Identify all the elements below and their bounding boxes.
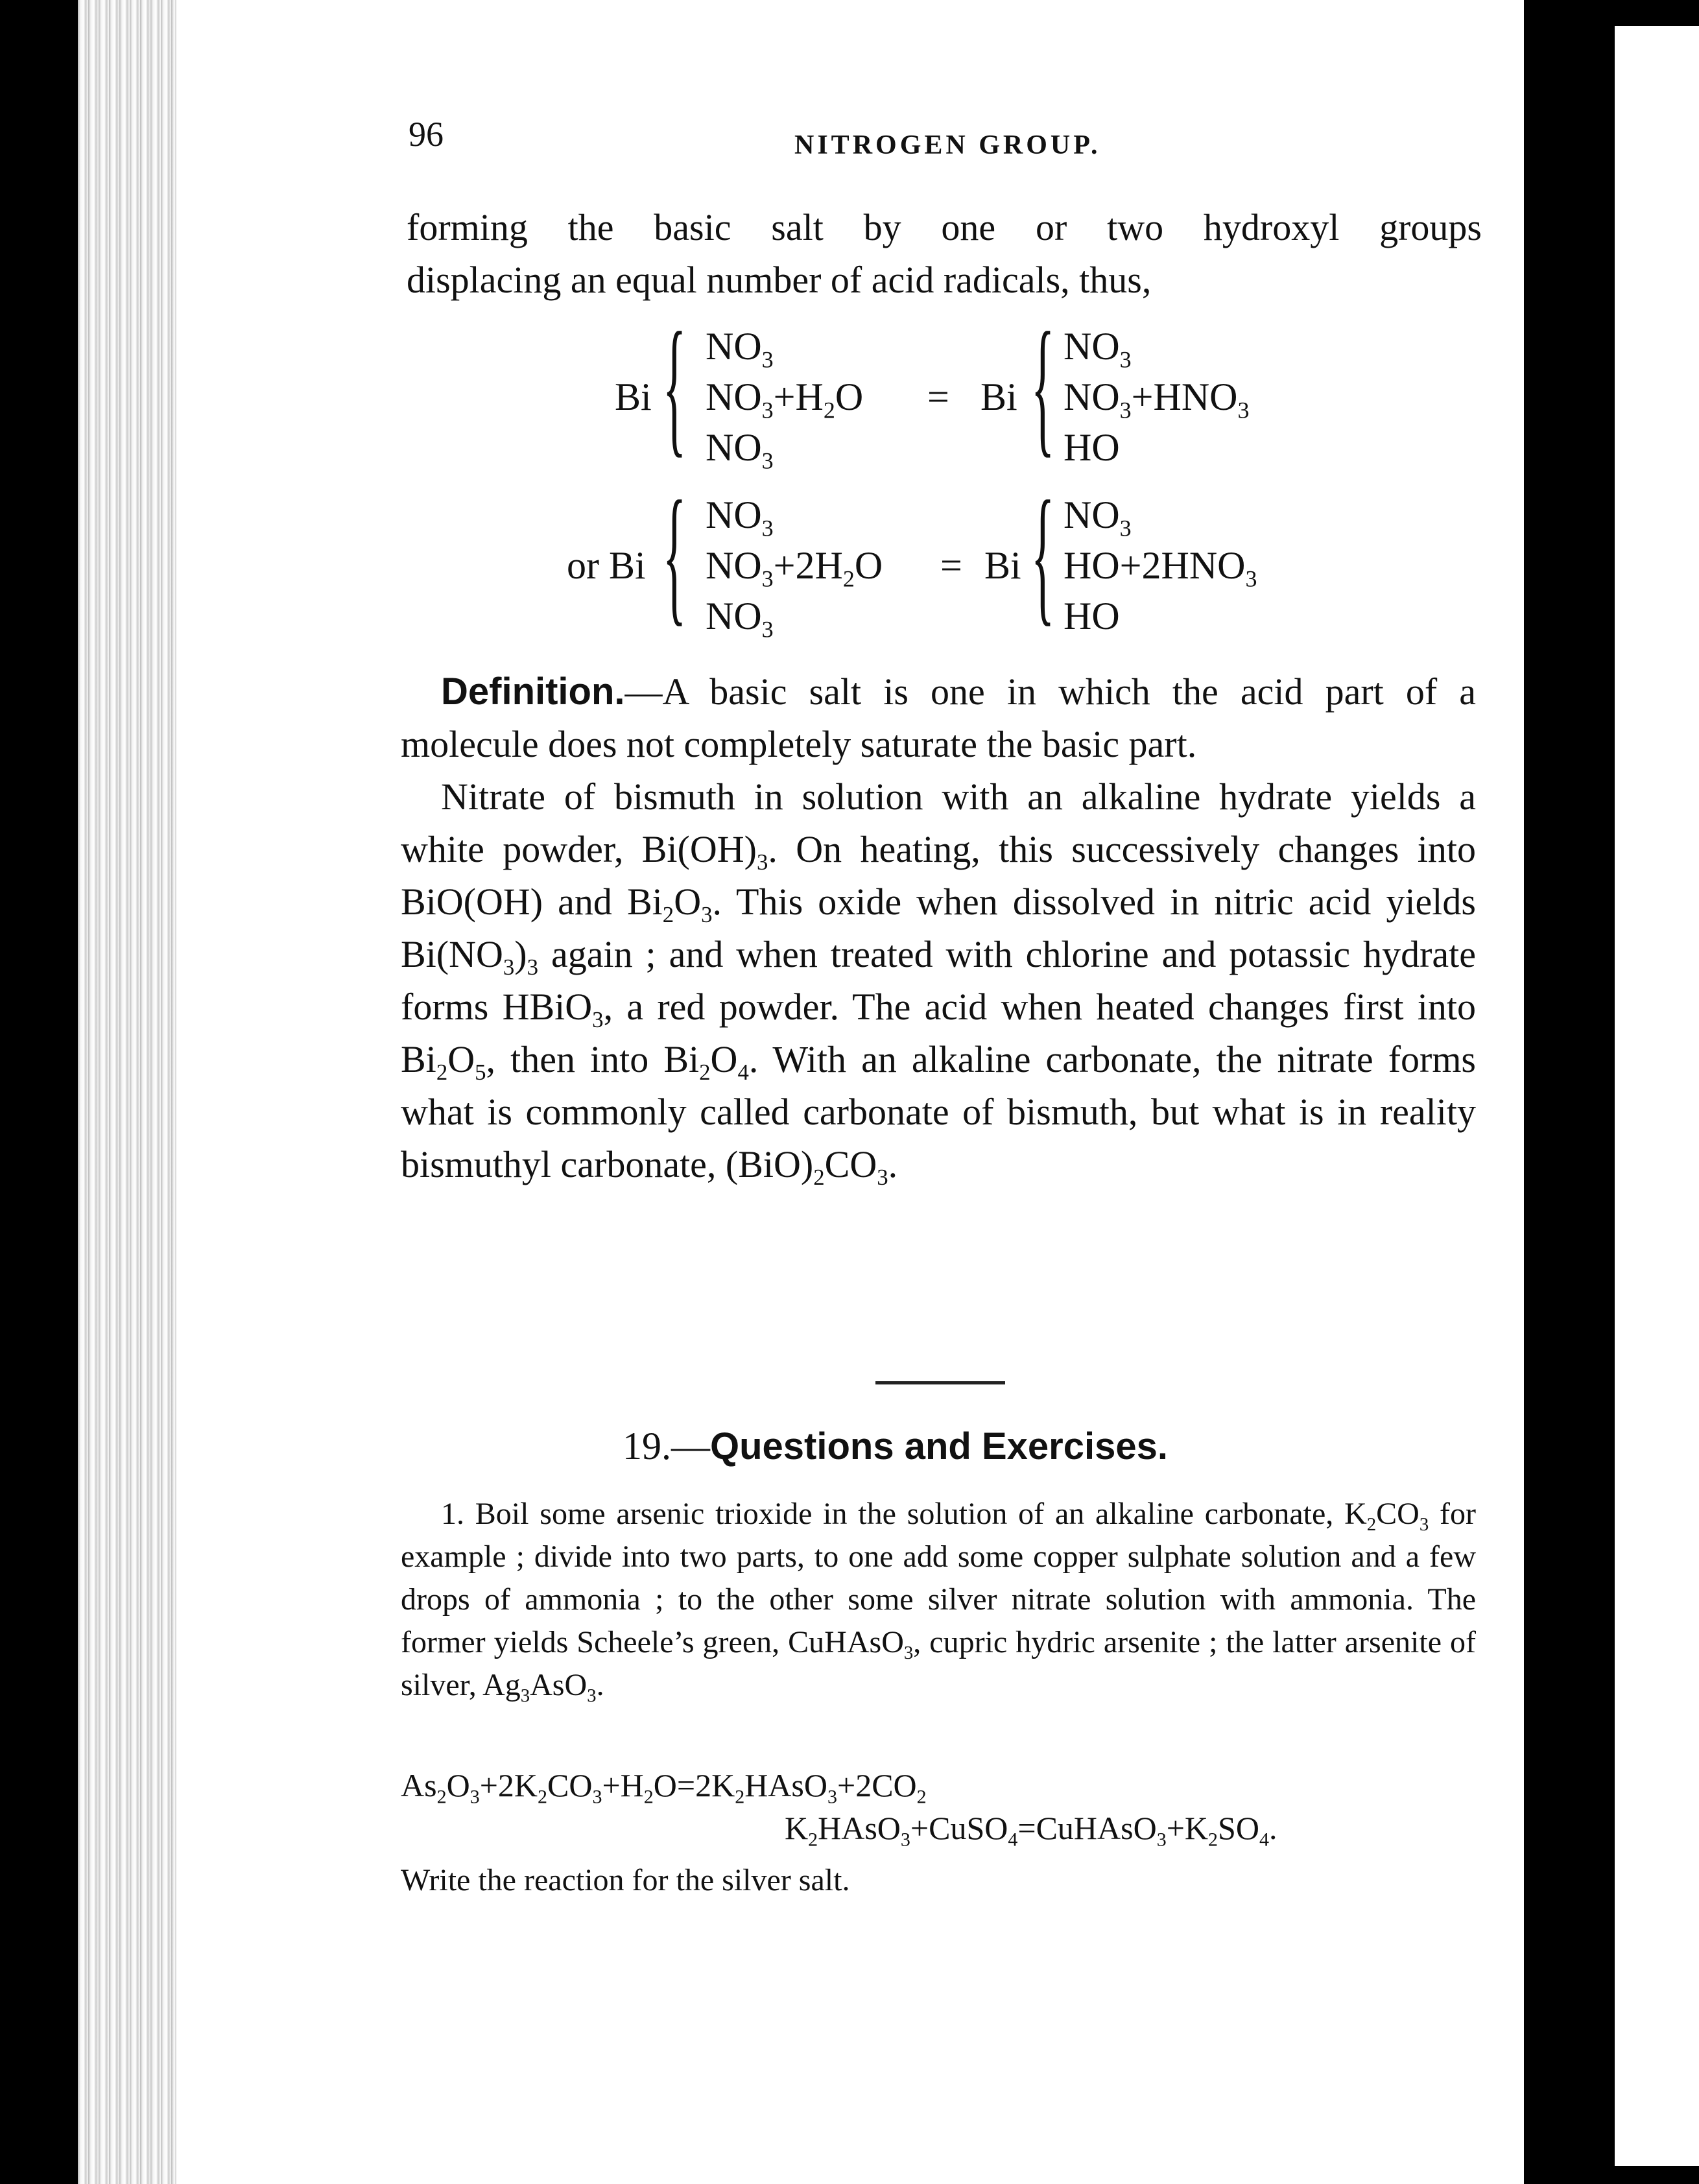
eq2-right-brace: {: [1031, 470, 1055, 639]
definition-text: —A basic salt is one in which the acid part of a molecule does not completely saturate the basic part.: [401, 671, 1476, 765]
section-number: 19.: [623, 1425, 671, 1467]
eq2-right-row-1: $NO_3$: [1063, 493, 1132, 541]
main-text: [401, 665, 1476, 1191]
eq1-left-brace: {: [663, 302, 687, 471]
eq1-left-row-1: $NO_3$: [706, 325, 774, 373]
section-title: Questions and Exercises.: [710, 1425, 1168, 1467]
running-title: NITROGEN GROUP.: [794, 130, 1101, 160]
eq2-right-element: Bi: [984, 544, 1021, 587]
eq2-equals: =: [940, 544, 962, 587]
section-divider: [875, 1381, 1005, 1384]
eq2-left-row-2: $NO_3+2H_2O$: [706, 544, 883, 592]
eq2-right-row-3: HO: [1063, 595, 1120, 637]
reaction-1: $As_2O_3+2K_2CO_3+H_2O=2K_2HAsO_3+2CO_2$: [401, 1767, 927, 1808]
intro-line-2: displacing an equal number of acid radicals, thus,: [407, 259, 1152, 301]
intro-line-1: forming the basic salt by one or two hydroxyl groups: [407, 206, 1482, 248]
section-heading: [623, 1424, 1168, 1469]
definition-label: Definition.: [441, 671, 625, 713]
eq1-right-element: Bi: [980, 375, 1017, 418]
bismuth-paragraph: Nitrate of bismuth in solution with an alkaline hydrate yields a white powder, $Bi(OH)_3$. On heating, this successively changes into BiO(OH) and $Bi_2O_3$. This oxide when dissolved in nitric acid yields $Bi(NO_3)_3$ again ; and when treated with chlorine and potassic hydrate forms HBiO$_3$, a red powder. The acid when heated changes first into $Bi_2O_5$, then into $Bi_2O_4$. With an alkaline carbonate, the nitrate forms what is commonly called carbonate of bismuth, but what is in reality bismuthyl carbonate, $(BiO)_2CO_3$.: [401, 776, 1477, 1191]
eq1-left-row-2: $NO_3+H_2O$: [706, 375, 864, 423]
eq2-left-row-1: $NO_3$: [706, 493, 774, 541]
section-dash: —: [671, 1425, 710, 1467]
eq1-left-row-3: $NO_3$: [706, 426, 774, 474]
eq2-left-row-3: $NO_3$: [706, 595, 774, 643]
exercise-1: [401, 1493, 1476, 1707]
exercise-1-text: 1. Boil some arsenic trioxide in the solution of an alkaline carbonate, $K_2CO_3$ for example ; divide into two parts, to one add some copper sulphate solution and a few drops of ammonia ; to the other some silver nitrate solution with ammonia. The former yields Scheele’s green, CuHAsO$_3$, cupric hydric arsenite ; the latter arsenite of silver, $Ag_3AsO_3$.: [401, 1497, 1477, 1707]
eq1-right-row-3: HO: [1063, 426, 1120, 469]
eq1-right-row-1: $NO_3$: [1063, 325, 1132, 373]
eq2-right-row-2: $HO+2HNO_3$: [1063, 544, 1257, 592]
intro-text: [407, 201, 1482, 306]
reaction-2: $K_2HAsO_3+CuSO_4=CuHAsO_3+K_2SO_4$.: [785, 1810, 1277, 1851]
eq1-right-brace: {: [1031, 302, 1055, 471]
closing-instruction: Write the reaction for the silver salt.: [401, 1863, 850, 1897]
eq2-prefix: or Bi: [567, 544, 646, 587]
definition-paragraph: [401, 665, 1476, 770]
eq1-equals: =: [927, 375, 949, 418]
page-number: 96: [409, 115, 444, 154]
eq1-right-row-2: $NO_3+HNO_3$: [1063, 375, 1250, 423]
eq2-left-brace: {: [663, 470, 687, 639]
eq1-left-element: Bi: [615, 375, 652, 418]
